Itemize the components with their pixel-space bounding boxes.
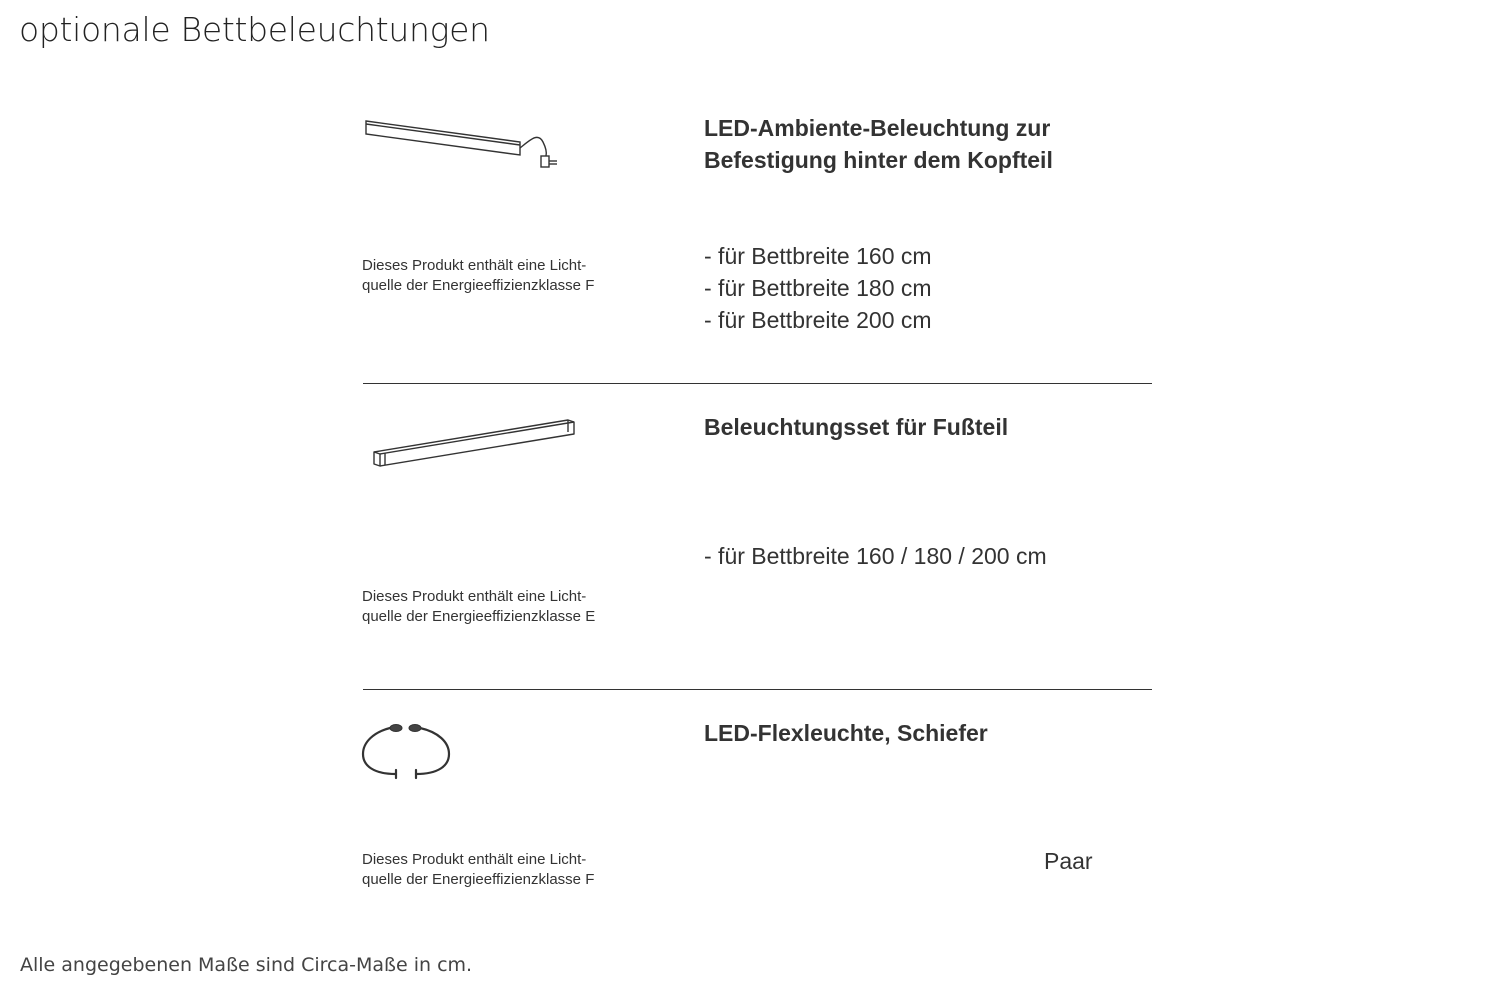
variant-item: - für Bettbreite 160 / 180 / 200 cm: [704, 543, 1047, 569]
variant-item: - für Bettbreite 160 cm: [704, 243, 932, 269]
light-bar-icon: [360, 412, 585, 472]
product-title-line: Befestigung hinter dem Kopfteil: [704, 147, 1053, 173]
footnote: Alle angegebenen Maße sind Circa-Maße in cm.: [20, 954, 473, 976]
product-title: [704, 112, 1164, 176]
unit-label: Paar: [1044, 848, 1093, 874]
divider: [363, 689, 1152, 690]
energy-note-line: quelle der Energieeffizienzklasse E: [362, 608, 596, 625]
energy-note: [362, 850, 662, 890]
product-title-line: LED-Ambiente-Beleuchtung zur: [704, 115, 1051, 141]
page-title: optionale Bettbeleuchtungen: [19, 10, 490, 49]
product-title: [704, 411, 1164, 443]
energy-note-line: Dieses Produkt enthält eine Licht-: [362, 588, 587, 605]
flex-lamp-pair-icon: [360, 718, 460, 783]
energy-note-line: Dieses Produkt enthält eine Licht-: [362, 851, 587, 868]
energy-note-line: quelle der Energieeffizienzklasse F: [362, 277, 595, 294]
energy-note: [362, 587, 662, 627]
variant-item: - für Bettbreite 180 cm: [704, 275, 932, 301]
variant-item: - für Bettbreite 200 cm: [704, 307, 932, 333]
led-strip-with-cable-icon: [360, 110, 570, 175]
energy-note-line: quelle der Energieeffizienzklasse F: [362, 871, 595, 888]
energy-note-line: Dieses Produkt enthält eine Licht-: [362, 257, 587, 274]
energy-note: [362, 256, 662, 296]
product-title: [704, 717, 1164, 749]
variant-list: [704, 240, 932, 336]
product-title-line: LED-Flexleuchte, Schiefer: [704, 720, 988, 746]
divider: [363, 383, 1152, 384]
product-title-line: Beleuchtungsset für Fußteil: [704, 414, 1009, 440]
variant-list: [704, 540, 1047, 572]
